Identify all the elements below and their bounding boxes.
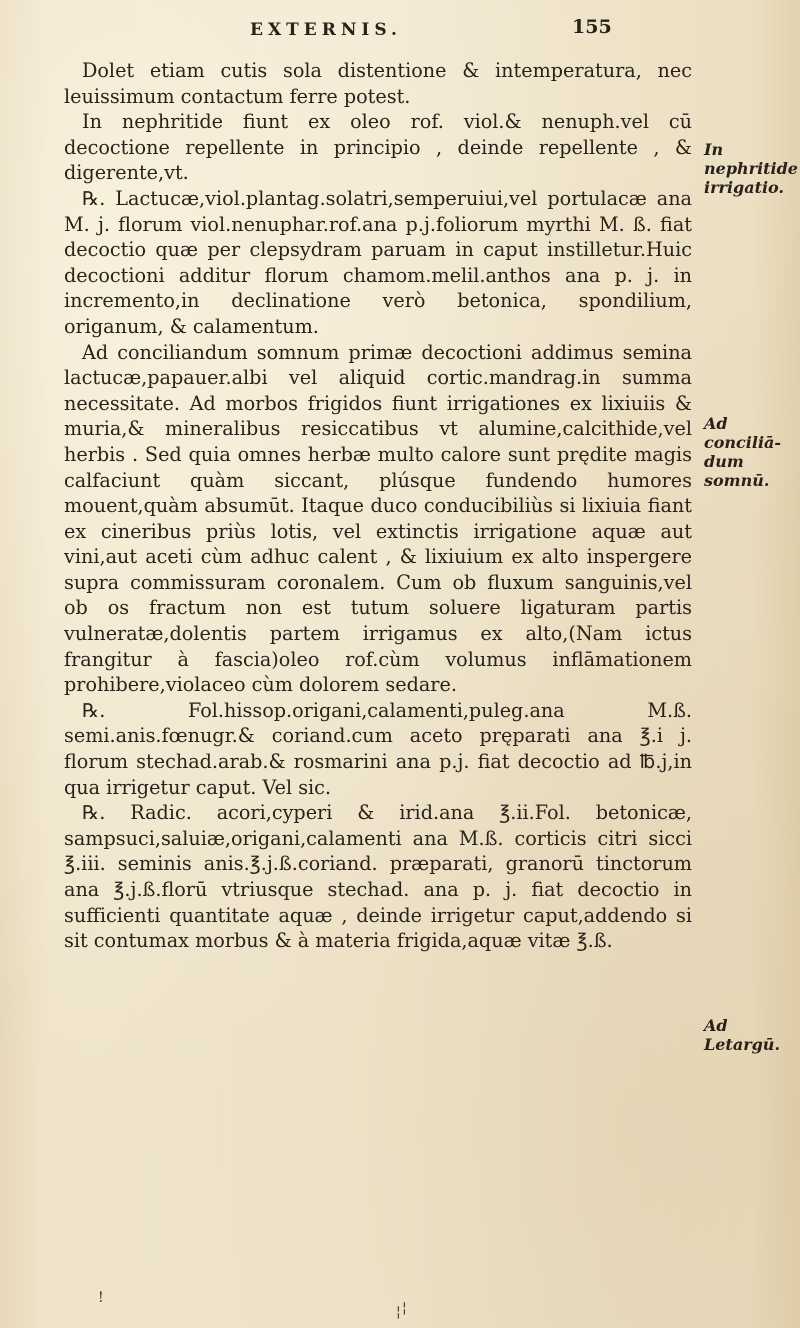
- paragraph-somnum: Ad conciliandum somnum primæ decoctioni addimus semina lactucæ,papauer.albi vel aliquid cortic.mandrag.in summa necessitate. Ad morbos frigidos fiunt irrigationes ex lixiuiis & muria,& mineralibus resiccatibus vt alumine,calcithide,vel herbis . Sed quia omnes herbæ multo calore sunt prędite magis calfaciunt quàm siccant, plúsque fundendo humores mouent,quàm absumūt. Itaque duco conducibiliùs si lixiuia fiant ex cineribus priùs lotis, vel extinctis irrigatione aquæ aut vini,aut aceti cùm adhuc calent , & lixiuium ex alto inspergere supra commissuram coronalem. Cum ob fluxum sanguinis,vel ob os fractum non est tutum soluere ligaturam partis vulneratæ,dolentis partem irrigamus ex alto,(Nam ictus frangitur à fascia)oleo rof.cùm volumus inflāmationem prohibere,violaceo cùm dolorem sedare.: [64, 340, 692, 697]
- margin-note-nephritide: In nephritide irrigatio.: [704, 140, 798, 197]
- ink-speck: !: [98, 1290, 104, 1306]
- margin-note-somnum: Ad conciliā-dum somnū.: [704, 414, 782, 490]
- page-number: 155: [572, 16, 612, 38]
- paragraph-nephritis: In nephritide fiunt ex oleo rof. viol.& nenuph.vel cū decoctione repellente in principio , deinde repellente , & digerente,vt.: [64, 110, 692, 185]
- body-text: [64, 58, 692, 954]
- paragraph-dolet: Dolet etiam cutis sola distentione & intemperatura, nec leuissimum contactum ferre potest.: [64, 59, 692, 108]
- ink-speck: ¦: [402, 1300, 407, 1316]
- ink-speck: ¦: [396, 1304, 401, 1320]
- paragraph-recipe-lactuca: ℞. Lactucæ,viol.plantag.solatri,semperuiui,vel portulacæ ana M. j. florum viol.nenuphar.rof.ana p.j.foliorum myrthi M. ß. fiat decoctio quæ per clepsydram paruam in caput instilletur.Huic decoctioni additur florum chamom.melil.anthos ana p. j. in incremento,in declinatione verò betonica, spondilium, origanum, & calamentum.: [64, 186, 692, 338]
- paragraph-recipe-acori: ℞. Radic. acori,cyperi & irid.ana ℥.ii.Fol. betonicæ, sampsuci,saluiæ,origani,calamenti ana M.ß. corticis citri sicci ℥.iii. seminis anis.℥.j.ß.coriand. præparati, granorū tinctorum ana ℥.j.ß.florū vtriusque stechad. ana p. j. fiat decoctio in sufficienti quantitate aquæ , deinde irrigetur caput,addendo si sit contumax morbus & à materia frigida,aquæ vitæ ℥.ß.: [64, 801, 692, 953]
- running-head: EXTERNIS.: [250, 20, 402, 40]
- margin-note-letargum: Ad Letargū.: [704, 1016, 781, 1054]
- paragraph-recipe-hissop: ℞. Fol.hissop.origani,calamenti,puleg.ana M.ß. semi.anis.fœnugr.& coriand.cum aceto pręparati ana ℥.i j. florum stechad.arab.& rosmarini ana p.j. fiat decoctio ad ℔.j,in qua irrigetur caput. Vel sic.: [64, 698, 692, 799]
